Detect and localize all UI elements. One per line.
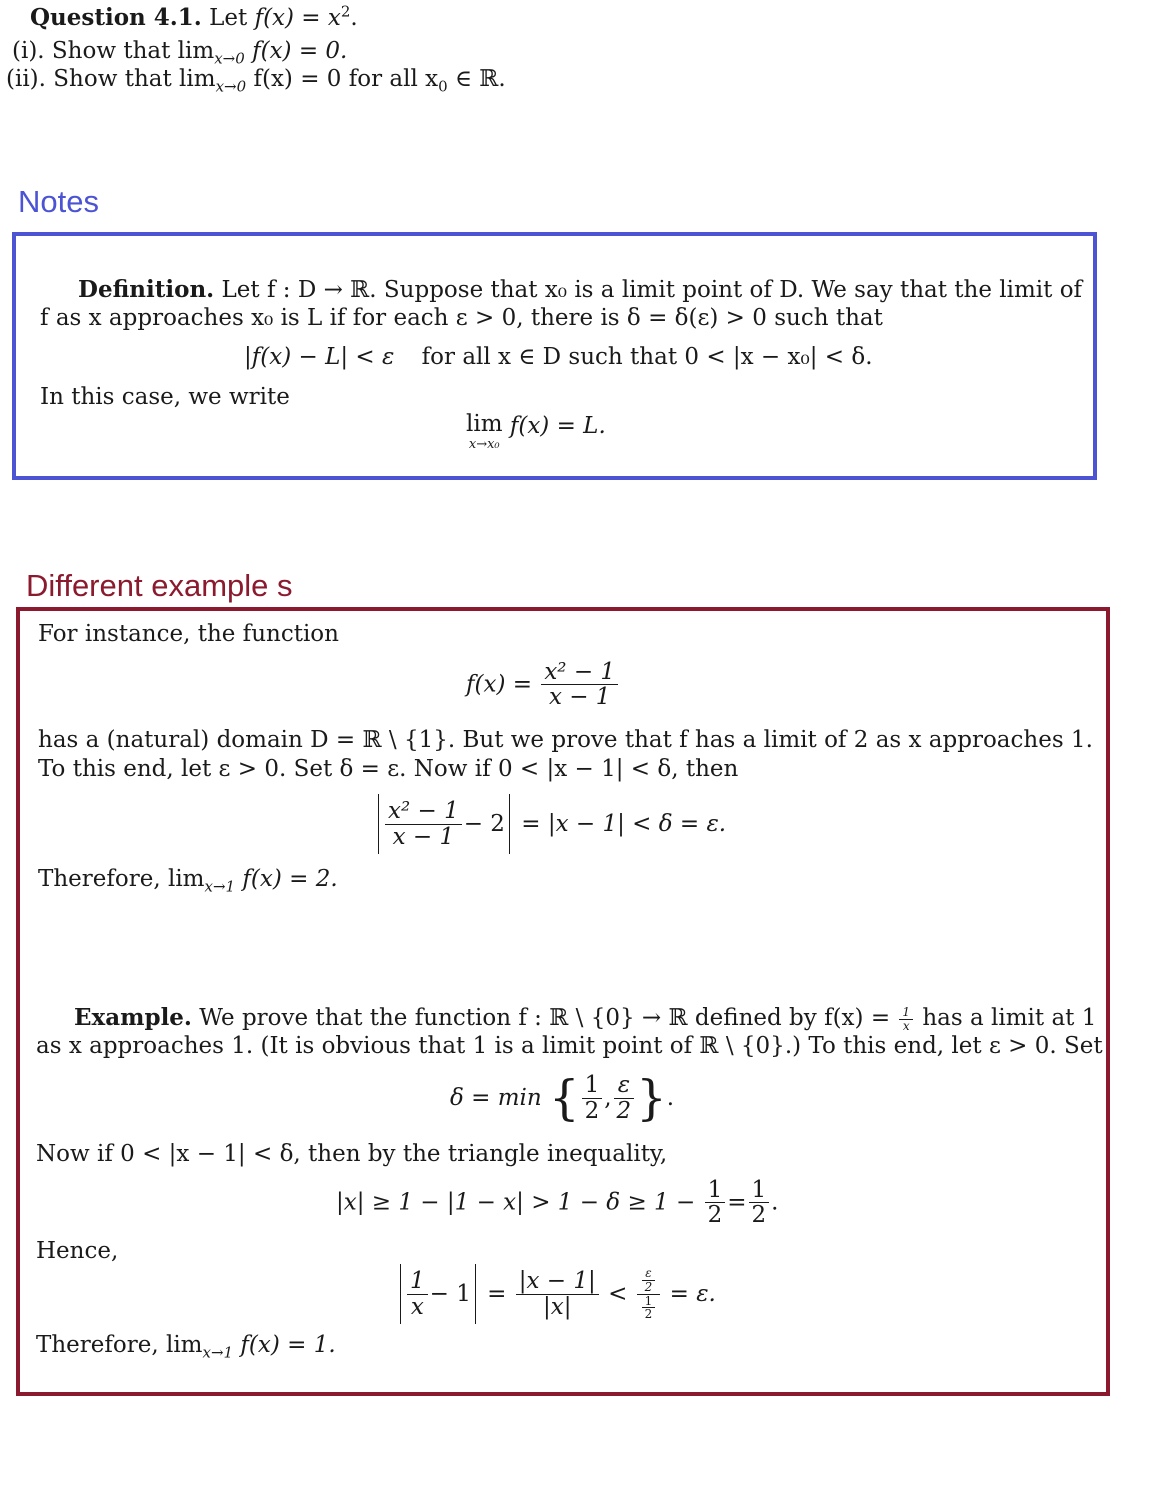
example2-delta: δ = min { $\frac{1}{2}$ , $\frac{\varepsilon}{2}$ }. [450, 1070, 675, 1126]
definition-limit [466, 413, 606, 451]
example2-line-2: as x approaches 1. (It is obvious that 1 is a limit point of ℝ \ {0}.) To this end, let ε > 0. Set [36, 1033, 1103, 1059]
example1-line-2: To this end, let ε > 0. Set δ = ε. Now if 0 < |x − 1| < δ, then [38, 756, 739, 782]
part2-sub: x→0 [215, 77, 247, 96]
definition-write: In this case, we write [40, 384, 290, 410]
e1-eq-num: x² − 1 [388, 798, 459, 825]
e1-eq-tail: − 2 [463, 811, 505, 837]
e1-num: x² − 1 [544, 659, 616, 685]
e2-f-n: 1 [410, 1268, 425, 1295]
e1-eq-den: x − 1 [385, 824, 462, 849]
e2-sm2-d: 2 [642, 1307, 656, 1321]
example1-equation [374, 794, 726, 854]
e1-den: x − 1 [541, 684, 618, 709]
e2-l1-num: 1 [902, 1004, 911, 1019]
example2-conclusion [36, 1332, 336, 1362]
part2-lim: lim [179, 66, 216, 92]
definition-equation [244, 344, 873, 370]
question-part-1 [12, 38, 348, 68]
example1-intro: For instance, the function [38, 621, 339, 647]
question-end: . [350, 5, 358, 31]
definition-eq-b: for all x ∈ D such that 0 < |x − x₀| < δ. [421, 344, 873, 370]
definition-line-1 [78, 276, 1082, 303]
e2-r-n: |x − 1| [518, 1268, 596, 1295]
e2-ineq: |x| ≥ 1 − |1 − x| > 1 − δ ≥ 1 − [336, 1189, 696, 1216]
question-part-2 [6, 66, 506, 96]
part1-text: (i). Show that [12, 38, 171, 64]
e2-l1-end: has a limit at 1 [922, 1005, 1097, 1031]
e1-fx: f(x) = [466, 671, 533, 698]
part2-tail: ∈ ℝ. [447, 66, 506, 92]
e2-half-d2: 2 [749, 1202, 770, 1227]
example1-function [466, 660, 620, 709]
example2-now: Now if 0 < |x − 1| < δ, then by the triangle inequality, [36, 1141, 668, 1167]
part2-text: (ii). Show that [6, 66, 172, 92]
definition-line-2: f as x approaches x₀ is L if for each ε > 0, there is δ = δ(ε) > 0 such that [40, 305, 883, 331]
e2-d2d: 2 [614, 1098, 635, 1123]
question-fx: f(x) = x [254, 5, 341, 31]
question-label: Question 4.1. [30, 4, 202, 31]
notes-heading: Notes [18, 184, 99, 219]
example2-line-1 [74, 1004, 1096, 1032]
example2-label: Example. [74, 1004, 192, 1031]
part1-sub: x→0 [214, 49, 245, 68]
e1-eq-rest: = |x − 1| < δ = ε. [521, 811, 727, 837]
e2-d2n: ε [617, 1072, 631, 1099]
definition-text-1: Let f : D → ℝ. Suppose that x₀ is a limit point of D. We say that the limit of [221, 277, 1083, 303]
e2-sm-n: ε [645, 1266, 652, 1281]
example2-hence: Hence, [36, 1238, 119, 1264]
example2-inequality: |x| ≥ 1 − |1 − x| > 1 − δ ≥ 1 − $\frac{1}{2}$ = $\frac{1}{2}$ . [336, 1177, 779, 1229]
e2-conc: Therefore, lim [36, 1332, 203, 1358]
e2-l1: We prove that the function f : ℝ \ {0} → ℝ defined by f(x) = [199, 1005, 891, 1031]
e1-conc: Therefore, lim [38, 866, 205, 892]
e1-conc-rest: f(x) = 2. [235, 866, 338, 892]
e1-conc-sub: x→1 [204, 877, 236, 896]
question-exp: 2 [340, 2, 351, 21]
e2-conc-rest: f(x) = 1. [233, 1332, 336, 1358]
e2-half-d: 2 [705, 1202, 726, 1227]
e2-l1-den: x [899, 1019, 913, 1033]
e2-delta: δ = min [450, 1085, 542, 1111]
definition-eq-a: |f(x) − L| < ε [244, 344, 395, 370]
e2-conc-sub: x→1 [202, 1343, 234, 1362]
e2-half-n: 1 [707, 1177, 723, 1203]
examples-heading: Different example s [26, 568, 293, 603]
e2-half-n2: 1 [751, 1177, 767, 1203]
limit-word: lim [466, 411, 503, 437]
e2-d1n: 1 [584, 1072, 600, 1099]
example1-line-1: has a (natural) domain D = ℝ \ {1}. But we prove that f has a limit of 2 as x approaches 1. [38, 727, 1093, 753]
limit-sub: x→x₀ [468, 437, 500, 452]
question-line [30, 4, 358, 31]
example1-conclusion [38, 866, 338, 896]
e2-eq-mid: − 1 [429, 1281, 471, 1307]
part1-lim: lim [177, 38, 215, 64]
e2-d1d: 2 [582, 1098, 603, 1123]
question-stmt: Let [209, 5, 248, 31]
example2-equation: $\frac{1}{x}$ − 1 = $\frac{|x - 1|}{|x|}$ < ε 2 $\frac{1}{2}$ = ε. [396, 1264, 716, 1324]
e2-r-d: |x| [516, 1294, 599, 1319]
definition-label: Definition. [78, 276, 215, 303]
limit-rest: f(x) = L. [509, 413, 606, 439]
part1-rest: f(x) = 0. [244, 38, 348, 64]
e2-end: = ε. [669, 1281, 716, 1307]
e2-f-d: x [407, 1294, 428, 1319]
part2-rest: f(x) = 0 for all x [246, 66, 439, 92]
part2-sub0: 0 [438, 77, 448, 96]
e2-sm2-n: 1 [644, 1293, 653, 1308]
e2-sm-d: 2 [642, 1280, 656, 1294]
